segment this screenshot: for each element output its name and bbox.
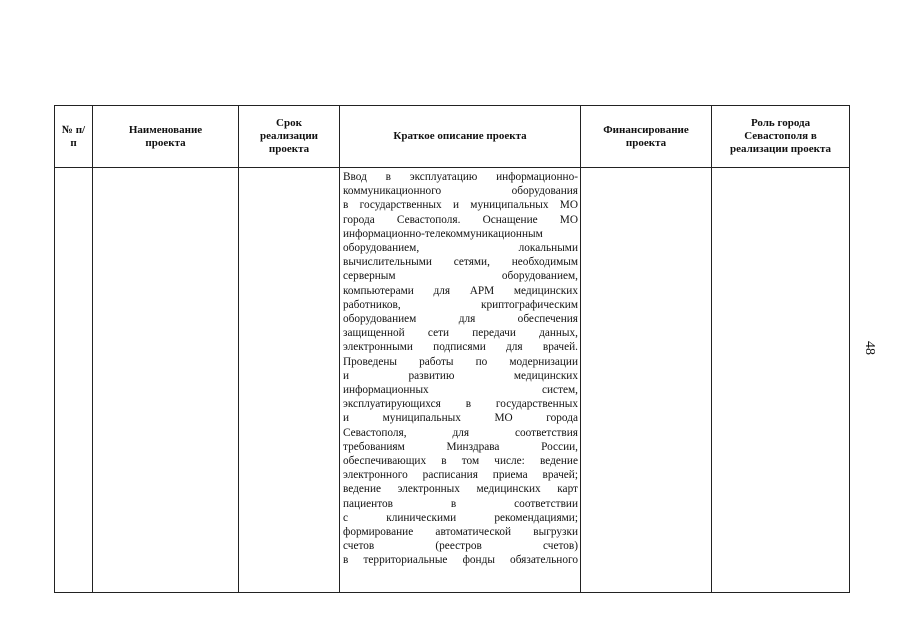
description-line: в территориальные фонды обязательного [343,554,578,567]
description-line: коммуникационного оборудования [343,185,578,198]
header-name: Наименование проекта [93,106,239,168]
description-line: электронного расписания приема врачей; [343,469,578,482]
description-line: серверным оборудованием, [343,270,578,283]
description-line: Проведены работы по модернизации [343,355,578,368]
description-line: счетов (реестров счетов) [343,540,578,553]
header-financing: Финансирование проекта [581,106,712,168]
header-num: № п/п [55,106,93,168]
header-description: Краткое описание проекта [340,106,581,168]
table-header-row [55,106,850,168]
cell-role [712,168,850,593]
description-line: работников, криптографическим [343,298,578,311]
description-line: эксплуатирующихся в государственных [343,398,578,411]
description-line: информационных систем, [343,384,578,397]
description-line: формирование автоматической выгрузки [343,526,578,539]
cell-name [93,168,239,593]
description-line: оборудованием для обеспечения [343,313,578,326]
description-line: и муниципальных МО города [343,412,578,425]
description-line: обеспечивающих в том числе: ведение [343,455,578,468]
description-line: компьютерами для АРМ медицинских [343,284,578,297]
description-line: и развитию медицинских [343,369,578,382]
description-line: вычислительными сетями, необходимым [343,256,578,269]
description-line: электронными подписями для врачей. [343,341,578,354]
description-line: оборудованием, локальными [343,242,578,255]
description-line: Ввод в эксплуатацию информационно- [343,171,578,183]
cell-num [55,168,93,593]
description-line: пациентов в соответствии [343,497,578,510]
description-line: Севастополя, для соответствия [343,426,578,439]
description-line: с клиническими рекомендациями; [343,511,578,524]
cell-term [239,168,340,593]
cell-description [340,168,581,593]
description-line: в государственных и муниципальных МО [343,199,578,212]
header-term: Срок реализации проекта [239,106,340,168]
project-description [340,168,580,568]
cell-financing [581,168,712,593]
projects-table [54,105,850,593]
description-line: информационно-телекоммуникационным [343,227,543,240]
header-role: Роль города Севастополя в реализации проекта [712,106,850,168]
page-number: 48 [862,341,877,355]
table-row [55,168,850,593]
description-line: требованиям Минздрава России, [343,440,578,453]
description-line: ведение электронных медицинских карт [343,483,578,496]
description-line: города Севастополя. Оснащение МО [343,213,578,226]
description-line: защищенной сети передачи данных, [343,327,578,340]
